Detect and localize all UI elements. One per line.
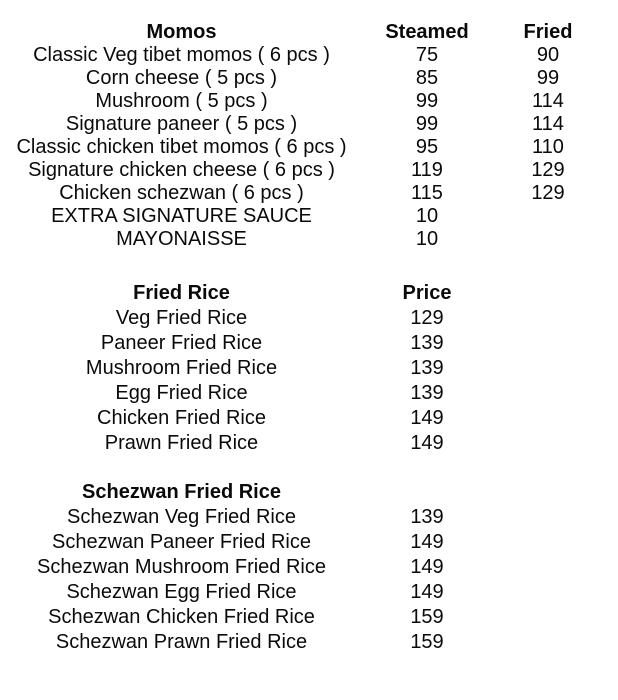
menu-item-row (0, 228, 618, 251)
item-name: Veg Fried Rice (115, 307, 248, 329)
item-price-1: 159 (410, 631, 444, 653)
menu-item-row (0, 113, 618, 136)
menu-item-row (0, 205, 618, 228)
column-header-price: Price (402, 282, 452, 304)
item-name: Mushroom Fried Rice (85, 357, 278, 379)
item-price-1: 99 (415, 113, 439, 135)
item-price-2: 129 (531, 182, 565, 204)
item-price-1: 149 (410, 556, 444, 578)
menu-item-row (0, 431, 618, 456)
item-price-1: 139 (410, 357, 444, 379)
item-name: Classic Veg tibet momos ( 6 pcs ) (33, 44, 330, 66)
item-name: Chicken schezwan ( 6 pcs ) (59, 182, 304, 204)
menu-item-row (0, 306, 618, 331)
column-header-blank (363, 480, 491, 505)
menu-item-row (0, 356, 618, 381)
item-price-2 (491, 431, 605, 456)
menu-item-row (0, 331, 618, 356)
item-price-2: 114 (532, 90, 564, 112)
item-name: Classic chicken tibet momos ( 6 pcs ) (16, 136, 347, 158)
item-price-1: 10 (415, 228, 439, 250)
item-name: Signature paneer ( 5 pcs ) (65, 113, 298, 135)
item-price-2 (491, 406, 605, 431)
item-price-1: 129 (410, 307, 444, 329)
item-price-2 (491, 605, 605, 630)
item-price-1: 149 (410, 531, 444, 553)
item-price-1: 149 (410, 581, 444, 603)
item-price-1: 159 (410, 606, 444, 628)
item-price-1: 149 (410, 432, 444, 454)
item-name: Schezwan Prawn Fried Rice (55, 631, 308, 653)
menu-item-row (0, 630, 618, 655)
menu-item-row (0, 182, 618, 205)
item-price-1: 10 (415, 205, 439, 227)
menu-item-row (0, 605, 618, 630)
item-name: Mushroom ( 5 pcs ) (95, 90, 268, 112)
menu-item-row (0, 580, 618, 605)
item-price-1: 75 (415, 44, 439, 66)
section-fried-rice (0, 281, 618, 456)
item-name: Paneer Fried Rice (100, 332, 263, 354)
item-name: Schezwan Egg Fried Rice (66, 581, 297, 603)
item-price-2 (491, 356, 605, 381)
menu-item-row (0, 505, 618, 530)
item-price-2 (491, 505, 605, 530)
column-header-blank (491, 281, 605, 306)
item-price-2 (491, 381, 605, 406)
item-price-2: 114 (532, 113, 564, 135)
item-price-1: 99 (415, 90, 439, 112)
item-name: Prawn Fried Rice (104, 432, 259, 454)
column-header-blank (491, 480, 605, 505)
section-schezwan-header-row (0, 480, 618, 505)
item-price-2 (491, 555, 605, 580)
item-price-1: 119 (411, 159, 443, 181)
item-price-2 (491, 630, 605, 655)
item-price-1: 85 (415, 67, 439, 89)
item-name: EXTRA SIGNATURE SAUCE (51, 205, 312, 227)
menu-item-row (0, 381, 618, 406)
item-price-2 (491, 228, 605, 251)
item-price-2 (491, 580, 605, 605)
item-price-2: 129 (531, 159, 565, 181)
item-price-2 (491, 306, 605, 331)
item-price-1: 149 (410, 407, 444, 429)
item-name: Signature chicken cheese ( 6 pcs ) (28, 159, 335, 181)
menu-item-row (0, 44, 618, 67)
column-header-fried: Fried (523, 21, 573, 43)
item-name: MAYONAISSE (116, 228, 247, 250)
item-name: Chicken Fried Rice (97, 407, 266, 429)
menu-item-row (0, 555, 618, 580)
item-name: Schezwan Chicken Fried Rice (48, 606, 315, 628)
section-fried-rice-header-row (0, 281, 618, 306)
menu-item-row (0, 136, 618, 159)
section-title-schezwan-fried-rice: Schezwan Fried Rice (82, 481, 281, 503)
item-name: Schezwan Veg Fried Rice (66, 506, 296, 528)
item-name: Egg Fried Rice (115, 382, 248, 404)
section-schezwan-rows (0, 505, 618, 655)
item-price-2 (491, 205, 605, 228)
item-price-2 (491, 530, 605, 555)
column-header-steamed: Steamed (385, 21, 469, 43)
menu-item-row (0, 159, 618, 182)
section-schezwan-fried-rice (0, 480, 618, 655)
item-price-2 (491, 331, 605, 356)
section-fried-rice-rows (0, 306, 618, 456)
item-price-2: 90 (536, 44, 560, 66)
item-price-1: 139 (410, 332, 444, 354)
item-price-1: 115 (411, 182, 443, 204)
section-title-fried-rice: Fried Rice (133, 282, 230, 304)
item-name: Schezwan Paneer Fried Rice (51, 531, 311, 553)
item-price-2: 110 (532, 136, 564, 158)
menu-item-row (0, 90, 618, 113)
item-name: Corn cheese ( 5 pcs ) (85, 67, 278, 89)
item-price-1: 139 (410, 506, 444, 528)
item-price-1: 139 (410, 382, 444, 404)
menu-item-row (0, 406, 618, 431)
section-title-momos: Momos (146, 21, 217, 43)
section-momos-header-row (0, 21, 618, 44)
section-momos-rows (0, 44, 618, 251)
item-price-2: 99 (536, 67, 560, 89)
menu-item-row (0, 67, 618, 90)
section-momos (0, 21, 618, 251)
menu-item-row (0, 530, 618, 555)
item-name: Schezwan Mushroom Fried Rice (37, 556, 326, 578)
item-price-1: 95 (415, 136, 439, 158)
